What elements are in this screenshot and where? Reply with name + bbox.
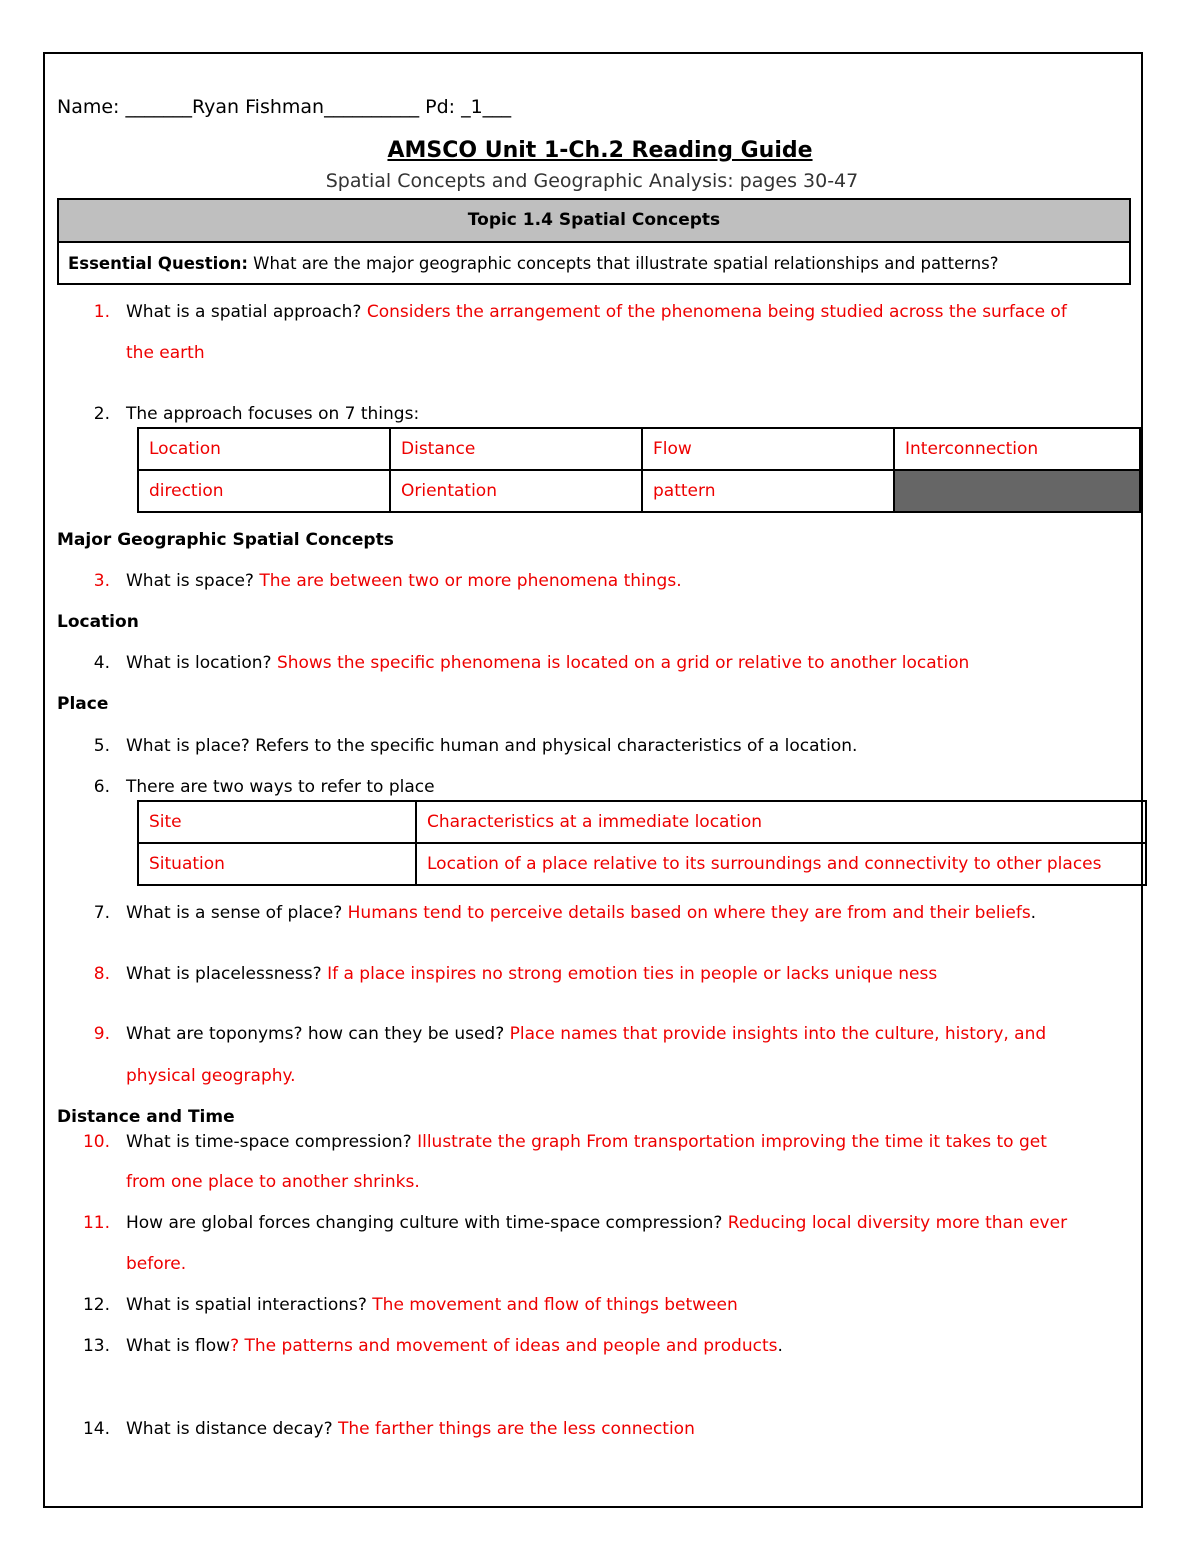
question-prompt: There are two ways to refer to place — [126, 777, 435, 797]
place-table — [137, 800, 1147, 886]
answer-text: The farther things are the less connection — [338, 1419, 695, 1439]
question-prompt: What is placelessness? — [126, 964, 328, 984]
question-number: 10. — [82, 1132, 110, 1152]
page-subtitle: Spatial Concepts and Geographic Analysis: pages 30-47 — [325, 170, 859, 192]
answer-text: Illustrate the graph From transportation improving the time it takes to get — [417, 1132, 1047, 1152]
table-cell: Situation — [138, 843, 416, 885]
section-heading: Place — [57, 694, 109, 714]
answer-text: Shows the specific phenomena is located on a grid or relative to another location — [276, 653, 970, 673]
table-cell: direction — [138, 470, 390, 512]
essential-question-label: Essential Question: — [68, 254, 248, 273]
question-text — [126, 1132, 1047, 1152]
question-number: 13. — [82, 1336, 110, 1356]
question-prompt: What is flow — [126, 1336, 231, 1356]
table-cell: Location — [138, 428, 390, 470]
punctuation: . — [1030, 903, 1037, 923]
question-number: 6. — [93, 777, 110, 797]
answer-text: the earth — [126, 343, 205, 363]
question-prompt: How are global forces changing culture with time-space compression? — [126, 1213, 728, 1233]
question-text — [126, 964, 937, 984]
answer-text: Humans tend to perceive details based on where they are from and their beliefs — [347, 903, 1031, 923]
topic-heading: Topic 1.4 Spatial Concepts — [59, 200, 1129, 243]
question-text — [126, 302, 1067, 322]
question-number: 4. — [93, 653, 110, 673]
question-number: 12. — [82, 1295, 110, 1315]
question-number: 14. — [82, 1419, 110, 1439]
question-number: 7. — [93, 903, 110, 923]
question-text — [126, 1419, 695, 1439]
answer-text: Reducing local diversity more than ever — [727, 1213, 1068, 1233]
question-text — [126, 653, 969, 673]
answer-text: physical geography. — [126, 1066, 296, 1086]
question-prompt: The approach focuses on 7 things: — [126, 404, 420, 424]
section-heading: Location — [57, 612, 139, 632]
essential-question — [59, 243, 1129, 285]
question-text — [126, 571, 682, 591]
question-number: 3. — [93, 571, 110, 591]
table-cell: Site — [138, 801, 416, 843]
table-cell: pattern — [642, 470, 894, 512]
answer-text: The are between two or more phenomena things. — [259, 571, 682, 591]
answer-text: If a place inspires no strong emotion ties in people or lacks unique ness — [327, 964, 938, 984]
question-prompt: What is a spatial approach? — [126, 302, 367, 322]
punctuation: . — [777, 1336, 783, 1356]
answer-text: ? The patterns and movement of ideas and people and products — [230, 1336, 778, 1356]
table-cell: Location of a place relative to its surroundings and connectivity to other places — [416, 843, 1146, 885]
shaded-cell — [894, 470, 1140, 512]
answer-text: from one place to another shrinks. — [126, 1172, 420, 1192]
question-prompt: What is place? Refers to the specific human and physical characteristics of a location. — [126, 736, 858, 756]
question-number: 5. — [93, 736, 110, 756]
question-prompt: What is distance decay? — [126, 1419, 338, 1439]
question-text — [126, 1295, 738, 1315]
question-prompt: What is time-space compression? — [126, 1132, 418, 1152]
question-prompt: What is spatial interactions? — [126, 1295, 373, 1315]
answer-text: The movement and flow of things between — [372, 1295, 738, 1315]
question-text — [126, 1336, 783, 1356]
question-prompt: What is space? — [126, 571, 260, 591]
answer-text: before. — [126, 1254, 187, 1274]
question-number: 1. — [93, 302, 110, 322]
question-number: 2. — [93, 404, 110, 424]
table-cell: Distance — [390, 428, 642, 470]
section-heading: Major Geographic Spatial Concepts — [57, 530, 394, 550]
question-text — [126, 1213, 1067, 1233]
section-heading: Distance and Time — [57, 1107, 235, 1127]
question-prompt: What is a sense of place? — [126, 903, 348, 923]
name-line: Name: _______Ryan Fishman__________ Pd: _1___ — [57, 96, 512, 118]
question-text — [126, 1024, 1046, 1044]
question-prompt: What is location? — [126, 653, 277, 673]
topic-box — [57, 198, 1131, 285]
table-cell: Orientation — [390, 470, 642, 512]
table-cell: Interconnection — [894, 428, 1140, 470]
table-cell: Characteristics at a immediate location — [416, 801, 1146, 843]
question-number: 11. — [82, 1213, 110, 1233]
seven-things-table — [137, 427, 1141, 513]
question-number: 9. — [93, 1024, 110, 1044]
question-number: 8. — [93, 964, 110, 984]
question-text — [126, 903, 1036, 923]
page-title: AMSCO Unit 1-Ch.2 Reading Guide — [387, 138, 813, 163]
table-cell: Flow — [642, 428, 894, 470]
answer-text: Considers the arrangement of the phenomena being studied across the surface of — [366, 302, 1067, 322]
question-prompt: What are toponyms? how can they be used? — [126, 1024, 510, 1044]
essential-question-text: What are the major geographic concepts that illustrate spatial relationships and patterns? — [247, 254, 999, 273]
answer-text: Place names that provide insights into the culture, history, and — [509, 1024, 1047, 1044]
